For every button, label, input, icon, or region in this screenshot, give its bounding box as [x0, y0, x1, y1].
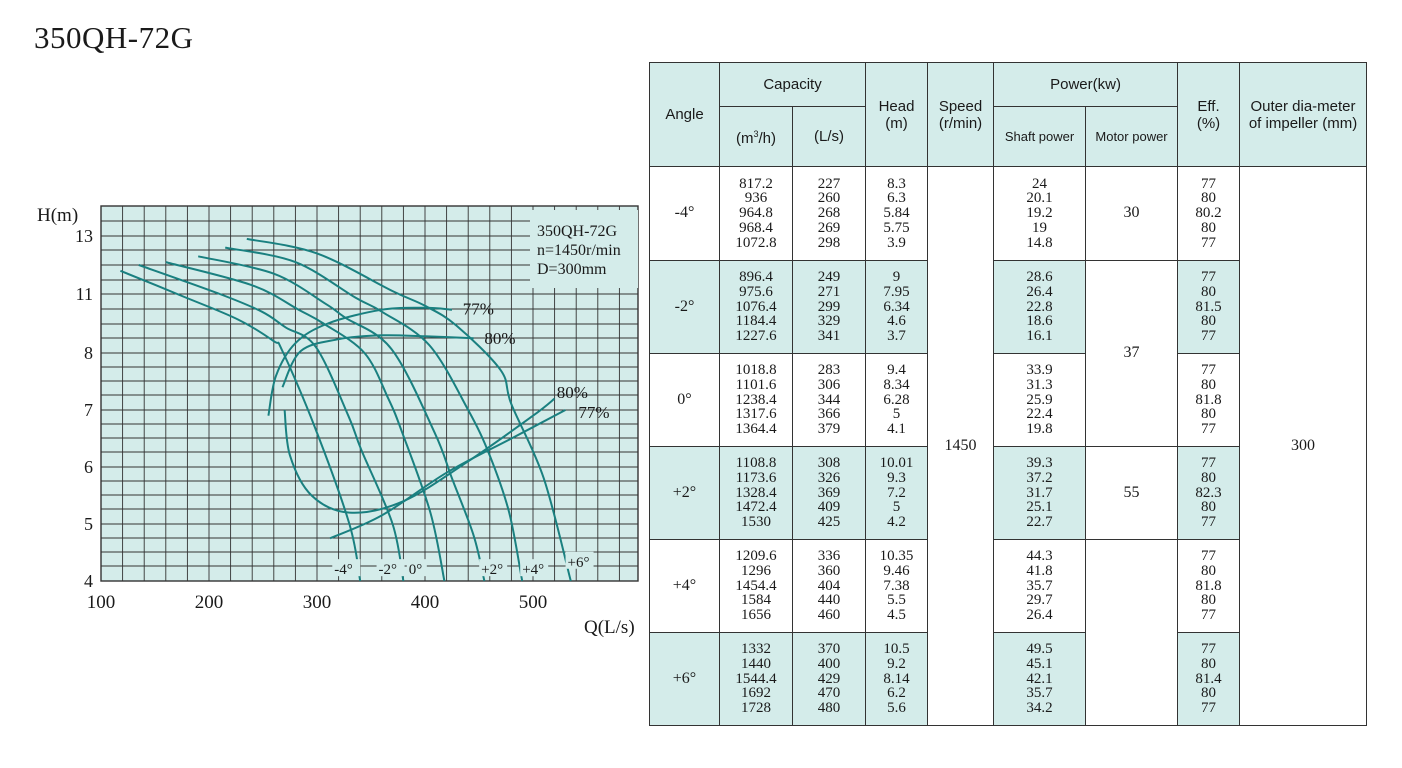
cell-eff-value: 80	[1201, 469, 1217, 486]
cell-head	[866, 354, 928, 447]
cell-head-value: 4.5	[887, 607, 906, 624]
cell-head-value: 9.46	[883, 562, 910, 579]
cell-shaft-power	[994, 633, 1086, 726]
cell-head-value: 10.35	[879, 548, 914, 564]
cell-capacity-ls-value: 268	[817, 205, 841, 222]
cell-head-value: 3.9	[887, 234, 906, 251]
cell-shaft-power-value: 22.8	[1026, 298, 1053, 315]
cell-capacity-ls	[793, 261, 866, 354]
cell-capacity-m3h-value: 1440	[741, 655, 771, 672]
y-tick-label: 6	[84, 457, 93, 477]
cell-motor-power: 30	[1086, 167, 1178, 261]
cell-shaft-power-value: 19	[1032, 219, 1048, 236]
cell-eff-value: 80	[1201, 219, 1217, 236]
cell-capacity-ls-value: 480	[817, 700, 841, 717]
cell-head-value: 5.6	[887, 700, 906, 717]
cell-head	[866, 261, 928, 354]
x-tick-label: 400	[410, 592, 440, 613]
x-axis-label: Q(L/s)	[584, 617, 635, 638]
cell-capacity-m3h-value: 1101.6	[735, 376, 777, 393]
cell-capacity-ls-value: 341	[817, 328, 841, 345]
cell-capacity-ls	[793, 167, 866, 261]
cell-capacity-ls-value: 379	[817, 421, 841, 438]
cell-capacity-m3h-value: 1238.4	[735, 391, 777, 408]
cell-capacity-m3h	[720, 633, 793, 726]
header-outer-diameter: Outer dia-meter of impeller (mm)	[1240, 63, 1367, 167]
cell-head-value: 9.4	[887, 362, 906, 378]
cell-shaft-power-value: 18.6	[1026, 313, 1053, 330]
header-angle: Angle	[650, 63, 720, 167]
cell-eff-value: 77	[1201, 234, 1217, 251]
cell-head-value: 4.2	[887, 514, 906, 531]
cell-head	[866, 167, 928, 261]
cell-head	[866, 633, 928, 726]
cell-head-value: 10.5	[883, 641, 910, 657]
cell-capacity-ls-value: 470	[817, 685, 841, 702]
cell-eff-value: 77	[1201, 362, 1217, 378]
cell-eff-value: 77	[1201, 548, 1217, 564]
cell-shaft-power-value: 22.4	[1026, 406, 1053, 423]
cell-head-value: 5.84	[883, 205, 910, 222]
legend-entry: 350QH-72G	[537, 223, 617, 240]
cell-capacity-ls	[793, 633, 866, 726]
x-tick-label: 500	[518, 592, 548, 613]
efficiency-label: 80%	[484, 329, 516, 349]
cell-capacity-m3h-value: 1296	[741, 562, 771, 579]
cell-capacity-ls-value: 370	[817, 641, 841, 657]
cell-motor-power: 37	[1086, 261, 1178, 447]
angle-label: +2°	[481, 562, 504, 579]
cell-eff-value: 80	[1201, 592, 1217, 609]
cell-capacity-ls-value: 404	[817, 577, 841, 594]
cell-eff-value: 82.3	[1195, 484, 1222, 501]
cell-capacity-m3h-value: 1108.8	[735, 455, 777, 471]
cell-capacity-ls-value: 336	[817, 548, 841, 564]
cell-capacity-ls-value: 329	[817, 313, 841, 330]
cell-shaft-power-value: 26.4	[1026, 607, 1053, 624]
cell-head-value: 8.3	[887, 175, 906, 192]
angle-label: 0°	[408, 562, 423, 579]
cell-capacity-ls-value: 299	[817, 298, 841, 315]
cell-capacity-ls-value: 271	[817, 283, 841, 300]
cell-eff-value: 77	[1201, 700, 1217, 717]
cell-shaft-power	[994, 540, 1086, 633]
cell-head-value: 4.1	[887, 421, 906, 438]
cell-eff-value: 77	[1201, 514, 1217, 531]
cell-eff-value: 80	[1201, 190, 1217, 207]
cell-capacity-m3h-value: 1544.4	[735, 670, 777, 687]
legend	[530, 210, 638, 288]
cell-eff-value: 77	[1201, 641, 1217, 657]
header-power: Power(kw)	[994, 63, 1178, 107]
cell-capacity-ls	[793, 540, 866, 633]
cell-capacity-m3h-value: 1584	[741, 592, 771, 609]
cell-capacity-m3h-value: 1530	[741, 514, 771, 531]
angle-label: -4°	[334, 562, 353, 579]
efficiency-label: 77%	[578, 402, 610, 422]
page-title: 350QH-72G	[34, 20, 194, 55]
header-capacity: Capacity	[720, 63, 866, 107]
cell-capacity-m3h-value: 964.8	[739, 205, 773, 222]
cell-capacity-ls-value: 227	[817, 175, 841, 192]
cell-eff-value: 77	[1201, 455, 1217, 471]
cell-head-value: 6.2	[887, 685, 906, 702]
cell-shaft-power-value: 28.6	[1026, 269, 1053, 285]
cell-head-value: 7.2	[887, 484, 906, 501]
cell-shaft-power-value: 31.7	[1026, 484, 1053, 501]
cell-head-value: 8.34	[883, 376, 910, 393]
cell-shaft-power-value: 20.1	[1026, 190, 1053, 207]
cell-capacity-m3h-value: 1184.4	[735, 313, 777, 330]
cell-eff-value: 80	[1201, 313, 1217, 330]
cell-capacity-ls-value: 460	[817, 607, 841, 624]
cell-shaft-power-value: 29.7	[1026, 592, 1053, 609]
header-motor-power: Motor power	[1086, 107, 1178, 167]
cell-angle: +6°	[650, 633, 720, 726]
cell-eff-value: 80	[1201, 376, 1217, 393]
cell-eff-value: 77	[1201, 607, 1217, 624]
cell-capacity-m3h-value: 1692	[741, 685, 771, 702]
cell-capacity-m3h-value: 1076.4	[735, 298, 777, 315]
performance-table	[649, 62, 1367, 726]
cell-capacity-ls-value: 260	[817, 190, 841, 207]
cell-angle: 0°	[650, 354, 720, 447]
cell-eff-value: 80	[1201, 562, 1217, 579]
cell-shaft-power-value: 49.5	[1026, 641, 1053, 657]
cell-head-value: 7.38	[883, 577, 910, 594]
cell-capacity-ls	[793, 447, 866, 540]
cell-eff-value: 80	[1201, 685, 1217, 702]
cell-head-value: 4.6	[887, 313, 906, 330]
cell-capacity-m3h	[720, 167, 793, 261]
cell-shaft-power-value: 35.7	[1026, 685, 1053, 702]
cell-motor-power	[1086, 540, 1178, 726]
cell-eff-value: 81.5	[1195, 298, 1222, 315]
cell-head-value: 6.28	[883, 391, 910, 408]
cell-capacity-m3h-value: 1317.6	[735, 406, 777, 423]
cell-eff	[1178, 354, 1240, 447]
cell-capacity-ls-value: 308	[817, 455, 841, 471]
cell-capacity-ls-value: 344	[817, 391, 841, 408]
cell-capacity-ls-value: 409	[817, 499, 841, 516]
cell-capacity-ls-value: 326	[817, 469, 841, 486]
x-tick-label: 100	[86, 592, 116, 613]
efficiency-label: 80%	[556, 382, 588, 402]
cell-capacity-ls-value: 440	[817, 592, 841, 609]
cell-capacity-ls-value: 369	[817, 484, 841, 501]
cell-capacity-m3h-value: 1332	[741, 641, 771, 657]
cell-capacity-m3h-value: 1328.4	[735, 484, 777, 501]
cell-head-value: 7.95	[883, 283, 910, 300]
cell-angle: -2°	[650, 261, 720, 354]
y-tick-label: 8	[84, 343, 93, 363]
cell-capacity-ls-value: 425	[817, 514, 841, 531]
x-tick-label: 300	[302, 592, 332, 613]
cell-capacity-m3h-value: 1209.6	[735, 548, 777, 564]
cell-capacity-m3h	[720, 354, 793, 447]
cell-eff-value: 80	[1201, 499, 1217, 516]
y-axis-label: H(m)	[37, 205, 79, 226]
header-head: Head (m)	[866, 63, 928, 167]
cell-capacity-m3h-value: 1728	[741, 700, 771, 717]
cell-eff-value: 77	[1201, 421, 1217, 438]
cell-shaft-power-value: 39.3	[1026, 455, 1053, 471]
cell-capacity-ls-value: 306	[817, 376, 841, 393]
cell-eff-value: 77	[1201, 328, 1217, 345]
cell-capacity-m3h	[720, 447, 793, 540]
cell-shaft-power-value: 25.9	[1026, 391, 1053, 408]
cell-head-value: 5	[892, 499, 901, 516]
cell-capacity-m3h-value: 1173.6	[735, 469, 777, 486]
cell-shaft-power-value: 42.1	[1026, 670, 1053, 687]
legend-entry: n=1450r/min	[537, 242, 621, 259]
cell-eff	[1178, 540, 1240, 633]
cell-eff	[1178, 447, 1240, 540]
cell-capacity-ls-value: 429	[817, 670, 841, 687]
performance-chart	[0, 0, 650, 650]
header-speed: Speed (r/min)	[928, 63, 994, 167]
cell-capacity-m3h-value: 1472.4	[735, 499, 777, 516]
cell-eff	[1178, 261, 1240, 354]
cell-outer-diameter: 300	[1240, 167, 1367, 726]
cell-shaft-power-value: 25.1	[1026, 499, 1053, 516]
cell-shaft-power	[994, 354, 1086, 447]
x-tick-label: 200	[194, 592, 224, 613]
cell-eff	[1178, 167, 1240, 261]
cell-head-value: 6.3	[887, 190, 906, 207]
cell-capacity-ls-value: 366	[817, 406, 841, 423]
cell-capacity-m3h-value: 1018.8	[735, 362, 777, 378]
cell-shaft-power-value: 44.3	[1026, 548, 1053, 564]
header-shaft-power: Shaft power	[994, 107, 1086, 167]
cell-head	[866, 447, 928, 540]
cell-shaft-power-value: 33.9	[1026, 362, 1053, 378]
cell-eff-value: 77	[1201, 175, 1217, 192]
y-tick-label: 13	[75, 226, 93, 246]
cell-capacity-ls-value: 269	[817, 219, 841, 236]
cell-shaft-power	[994, 447, 1086, 540]
y-tick-label: 5	[84, 514, 93, 534]
cell-speed: 1450	[928, 167, 994, 726]
cell-head-value: 5.75	[883, 219, 910, 236]
cell-shaft-power-value: 19.2	[1026, 205, 1053, 222]
cell-eff-value: 81.8	[1195, 577, 1222, 594]
cell-capacity-ls	[793, 354, 866, 447]
angle-label: -2°	[378, 562, 398, 579]
cell-head-value: 5	[892, 406, 901, 423]
cell-shaft-power-value: 14.8	[1026, 234, 1053, 251]
cell-head-value: 9.2	[887, 655, 906, 672]
cell-capacity-m3h-value: 1227.6	[735, 328, 777, 345]
cell-capacity-ls-value: 249	[817, 269, 841, 285]
angle-label: +4°	[522, 562, 545, 579]
cell-head	[866, 540, 928, 633]
efficiency-label: 77%	[462, 299, 494, 319]
cell-shaft-power	[994, 261, 1086, 354]
cell-shaft-power-value: 31.3	[1026, 376, 1053, 393]
cell-capacity-m3h-value: 1072.8	[735, 234, 777, 251]
cell-head-value: 9.3	[887, 469, 906, 486]
cell-shaft-power-value: 24	[1032, 175, 1048, 192]
cell-head-value: 9	[892, 269, 901, 285]
cell-head-value: 8.14	[883, 670, 910, 687]
table-body	[650, 167, 1367, 726]
cell-eff-value: 77	[1201, 269, 1217, 285]
cell-capacity-m3h-value: 1364.4	[735, 421, 777, 438]
header-capacity-m3h: $(m^3/h)$	[720, 107, 793, 167]
y-tick-label: 7	[84, 400, 93, 420]
cell-shaft-power	[994, 167, 1086, 261]
cell-capacity-m3h-value: 896.4	[739, 269, 773, 285]
cell-capacity-ls-value: 360	[817, 562, 841, 579]
cell-eff-value: 80.2	[1195, 205, 1222, 222]
cell-capacity-m3h-value: 1454.4	[735, 577, 777, 594]
cell-eff-value: 80	[1201, 406, 1217, 423]
cell-head-value: 10.01	[879, 455, 914, 471]
cell-capacity-m3h-value: 936	[744, 190, 768, 207]
cell-head-value: 3.7	[887, 328, 906, 345]
cell-motor-power: 55	[1086, 447, 1178, 540]
cell-shaft-power-value: 34.2	[1026, 700, 1053, 717]
cell-capacity-ls-value: 298	[817, 234, 841, 251]
cell-shaft-power-value: 37.2	[1026, 469, 1053, 486]
cell-shaft-power-value: 16.1	[1026, 328, 1053, 345]
y-tick-label: 4	[84, 571, 93, 591]
cell-shaft-power-value: 22.7	[1026, 514, 1053, 531]
cell-shaft-power-value: 26.4	[1026, 283, 1053, 300]
legend-entry: D=300mm	[537, 261, 607, 278]
cell-shaft-power-value: 35.7	[1026, 577, 1053, 594]
cell-head-value: 6.34	[883, 298, 910, 315]
table-row	[650, 167, 1367, 261]
header-eff: Eff. (%)	[1178, 63, 1240, 167]
cell-angle: -4°	[650, 167, 720, 261]
cell-capacity-m3h	[720, 261, 793, 354]
cell-eff-value: 80	[1201, 655, 1217, 672]
cell-capacity-ls-value: 283	[817, 362, 841, 378]
cell-angle: +4°	[650, 540, 720, 633]
cell-capacity-m3h-value: 975.6	[739, 283, 773, 300]
cell-eff-value: 81.4	[1195, 670, 1222, 687]
angle-label: +6°	[567, 554, 590, 571]
cell-eff	[1178, 633, 1240, 726]
cell-capacity-m3h-value: 817.2	[739, 175, 773, 192]
y-tick-label: 11	[75, 284, 93, 304]
cell-eff-value: 80	[1201, 283, 1217, 300]
cell-shaft-power-value: 19.8	[1026, 421, 1053, 438]
cell-capacity-m3h-value: 1656	[741, 607, 771, 624]
cell-angle: +2°	[650, 447, 720, 540]
cell-shaft-power-value: 45.1	[1026, 655, 1053, 672]
header-capacity-ls: (L/s)	[793, 107, 866, 167]
cell-shaft-power-value: 41.8	[1026, 562, 1053, 579]
cell-head-value: 5.5	[887, 592, 906, 609]
cell-capacity-m3h	[720, 540, 793, 633]
cell-eff-value: 81.8	[1195, 391, 1222, 408]
cell-capacity-m3h-value: 968.4	[739, 219, 773, 236]
cell-capacity-ls-value: 400	[817, 655, 841, 672]
